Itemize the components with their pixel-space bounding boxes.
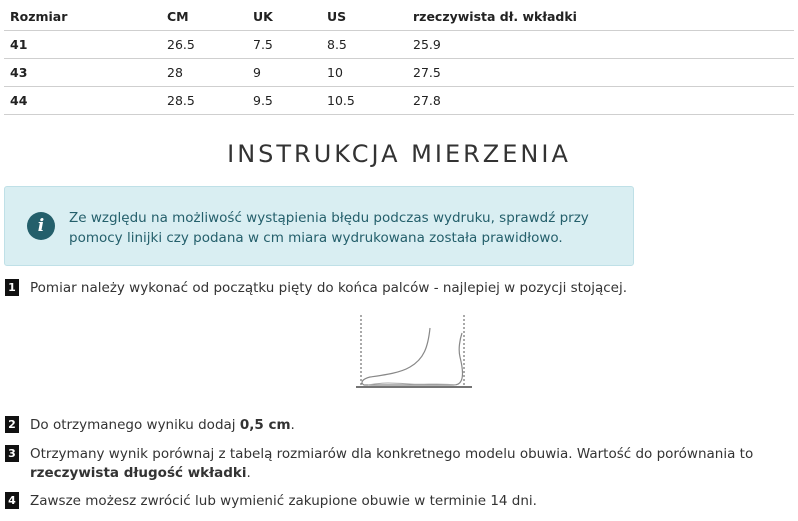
cell-size: 44 xyxy=(4,87,161,115)
info-icon: i xyxy=(27,212,55,240)
info-text: Ze względu na możliwość wystąpienia błędu podczas wydruku, sprawdź przy pomocy linijki czy podana w cm miara wydrukowana została prawidłowo. xyxy=(69,210,589,246)
cell-us: 8.5 xyxy=(321,31,407,59)
cell-cm: 26.5 xyxy=(161,31,247,59)
cell-insole: 25.9 xyxy=(407,31,794,59)
header-cm: CM xyxy=(161,3,247,31)
cell-us: 10.5 xyxy=(321,87,407,115)
table-row xyxy=(4,87,794,115)
cell-insole: 27.8 xyxy=(407,87,794,115)
cell-uk: 7.5 xyxy=(247,31,321,59)
cell-uk: 9 xyxy=(247,59,321,87)
table-header-row xyxy=(4,3,794,31)
table-row xyxy=(4,31,794,59)
info-box xyxy=(4,186,634,266)
cell-uk: 9.5 xyxy=(247,87,321,115)
table-row xyxy=(4,59,794,87)
step-text: Otrzymany wynik porównaj z tabelą rozmiarów dla konkretnego modelu obuwia. Wartość do porównania to rzeczywista długość wkładki. xyxy=(30,446,754,481)
cell-cm: 28 xyxy=(161,59,247,87)
step-text: Do otrzymanego wyniku dodaj 0,5 cm. xyxy=(30,417,295,433)
step-text: Zawsze możesz zwrócić lub wymienić zakupione obuwie w terminie 14 dni. xyxy=(30,493,537,509)
step-text: Pomiar należy wykonać od początku pięty do końca palców - najlepiej w pozycji stojącej. xyxy=(30,280,627,296)
step-number: 4 xyxy=(5,492,19,509)
header-us: US xyxy=(321,3,407,31)
step-number: 3 xyxy=(5,445,19,462)
cell-cm: 28.5 xyxy=(161,87,247,115)
cell-size: 43 xyxy=(4,59,161,87)
step-number: 1 xyxy=(5,279,19,296)
header-rozmiar: Rozmiar xyxy=(4,3,161,31)
step-number: 2 xyxy=(5,416,19,433)
step-bold: 0,5 cm xyxy=(239,417,291,433)
page-title: INSTRUKCJA MIERZENIA xyxy=(227,140,571,168)
cell-size: 41 xyxy=(4,31,161,59)
header-uk: UK xyxy=(247,3,321,31)
cell-us: 10 xyxy=(321,59,407,87)
step-bold: rzeczywista długość wkładki xyxy=(30,465,247,481)
size-table xyxy=(4,3,794,115)
cell-insole: 27.5 xyxy=(407,59,794,87)
foot-measure-illustration xyxy=(354,313,474,393)
header-insole-length: rzeczywista dł. wkładki xyxy=(407,3,794,31)
foot-outline xyxy=(362,328,462,385)
